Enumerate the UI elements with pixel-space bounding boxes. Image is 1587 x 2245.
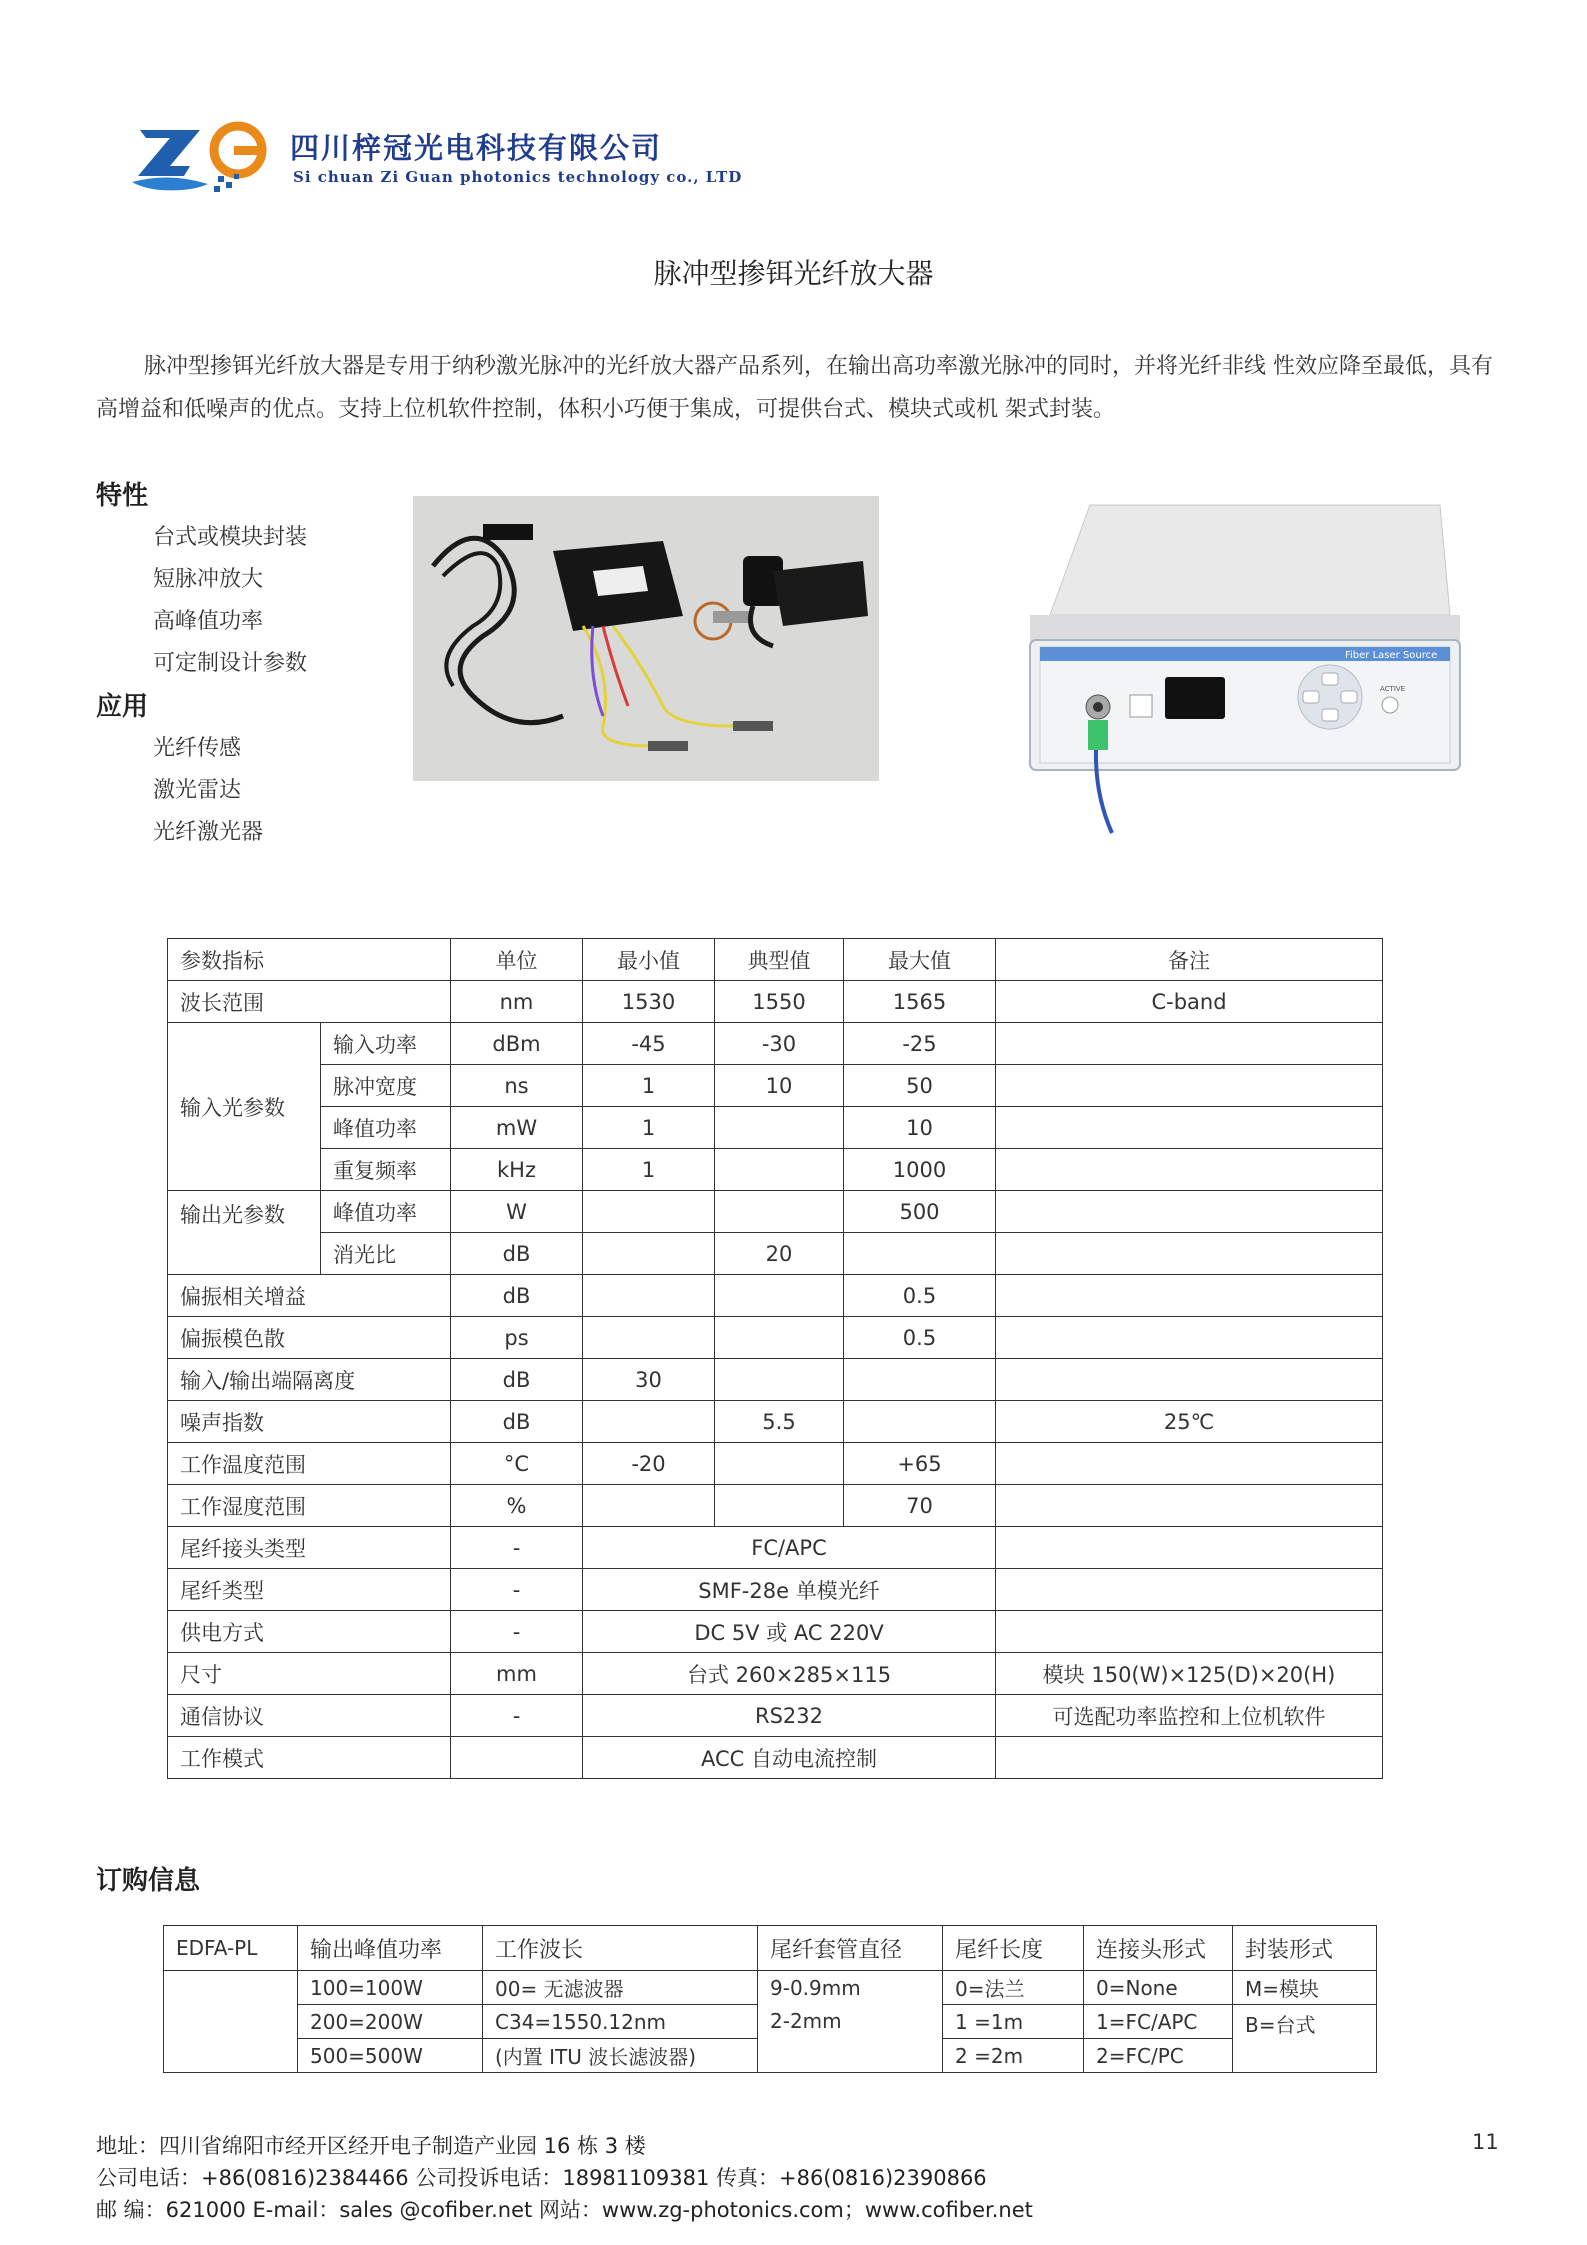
order-option: 100=100W (298, 1971, 483, 2005)
param-unit: kHz (451, 1149, 583, 1191)
param-min: 1 (583, 1149, 715, 1191)
param-unit: dBm (451, 1023, 583, 1065)
param-value: SMF-28e 单模光纤 (583, 1569, 996, 1611)
param-unit (451, 1737, 583, 1779)
param-note (996, 1149, 1383, 1191)
table-row (168, 1737, 1383, 1779)
param-max (844, 1401, 996, 1443)
spec-table (167, 938, 1383, 1779)
param-name: 工作温度范围 (168, 1443, 451, 1485)
param-max: -25 (844, 1023, 996, 1065)
param-note: 可选配功率监控和上位机软件 (996, 1695, 1383, 1737)
order-header-cell: 连接头形式 (1084, 1926, 1233, 1971)
param-unit: dB (451, 1359, 583, 1401)
param-value: DC 5V 或 AC 220V (583, 1611, 996, 1653)
order-option: 0=None (1084, 1971, 1233, 2005)
intro-paragraph: 脉冲型掺铒光纤放大器是专用于纳秒激光脉冲的光纤放大器产品系列，在输出高功率激光脉冲的同时，并将光纤非线 性效应降至最低，具有高增益和低噪声的优点。支持上位机软件控制，体积小巧便于集成，可提供台式、模块式或机 架式封装。 (96, 354, 1493, 422)
table-row (168, 1359, 1383, 1401)
ordering-header-row (164, 1926, 1377, 1971)
application-item: 激光雷达 (153, 778, 242, 803)
param-note: C-band (996, 981, 1383, 1023)
benchtop-product-photo (1000, 495, 1470, 835)
spec-header-cell: 单位 (451, 939, 583, 981)
param-name: 尺寸 (168, 1653, 451, 1695)
param-note (996, 1023, 1383, 1065)
param-max (844, 1359, 996, 1401)
spec-header-cell: 最小值 (583, 939, 715, 981)
param-note (996, 1317, 1383, 1359)
feature-item: 高峰值功率 (153, 609, 264, 634)
param-unit: nm (451, 981, 583, 1023)
param-min (583, 1191, 715, 1233)
company-name-en: Si chuan Zi Guan photonics technology co., LTD (293, 168, 743, 186)
feature-item: 台式或模块封装 (153, 525, 308, 550)
footer-address: 地址：四川省绵阳市经开区经开电子制造产业园 16 栋 3 楼 (96, 2134, 646, 2158)
order-option: 500=500W (298, 2039, 483, 2073)
param-value: FC/APC (583, 1527, 996, 1569)
param-typ: 10 (715, 1065, 844, 1107)
table-row (168, 1695, 1383, 1737)
param-unit: °C (451, 1443, 583, 1485)
order-header-cell: 尾纤套管直径 (758, 1926, 943, 1971)
param-note (996, 1233, 1383, 1275)
order-header-cell: 工作波长 (483, 1926, 758, 1971)
param-typ (715, 1485, 844, 1527)
table-row (168, 1401, 1383, 1443)
table-row (168, 1107, 1383, 1149)
table-row (168, 1275, 1383, 1317)
param-max: 1565 (844, 981, 996, 1023)
param-unit: - (451, 1695, 583, 1737)
spec-merged-rows (168, 1527, 1383, 1779)
param-min: 1 (583, 1065, 715, 1107)
module-product-photo (413, 496, 879, 781)
param-min: 1530 (583, 981, 715, 1023)
param-note (996, 1107, 1383, 1149)
param-max: 1000 (844, 1149, 996, 1191)
param-note (996, 1443, 1383, 1485)
param-unit: ns (451, 1065, 583, 1107)
param-typ (715, 1149, 844, 1191)
table-row (168, 981, 1383, 1023)
table-row (168, 1191, 1383, 1233)
order-header-cell: EDFA-PL (164, 1926, 298, 1971)
order-option: 0=法兰 (943, 1971, 1084, 2005)
spec-header-cell: 最大值 (844, 939, 996, 981)
param-name: 峰值功率 (321, 1107, 451, 1149)
param-note: 25℃ (996, 1401, 1383, 1443)
order-header-cell: 输出峰值功率 (298, 1926, 483, 1971)
param-min (583, 1233, 715, 1275)
application-item: 光纤传感 (153, 736, 242, 761)
param-unit: dB (451, 1275, 583, 1317)
param-value: RS232 (583, 1695, 996, 1737)
panel-brand-text: Fiber Laser Source (1345, 650, 1438, 661)
param-typ: 5.5 (715, 1401, 844, 1443)
param-unit: - (451, 1611, 583, 1653)
param-typ (715, 1317, 844, 1359)
order-option: 1 =1m (943, 2005, 1084, 2039)
page-number: 11 (1472, 2130, 1499, 2154)
param-typ (715, 1107, 844, 1149)
param-max: 50 (844, 1065, 996, 1107)
param-min (583, 1401, 715, 1443)
param-min: 30 (583, 1359, 715, 1401)
param-name: 脉冲宽度 (321, 1065, 451, 1107)
footer-postal: 邮 编：621000 E-mail：sales @cofiber.net 网站：www.zg-photonics.com；www.cofiber.net (96, 2198, 1033, 2222)
param-name: 尾纤类型 (168, 1569, 451, 1611)
param-note (996, 1191, 1383, 1233)
order-option: 00= 无滤波器 (483, 1971, 758, 2005)
order-option: B=台式 (1233, 2005, 1377, 2073)
param-name: 偏振模色散 (168, 1317, 451, 1359)
param-value: ACC 自动电流控制 (583, 1737, 996, 1779)
param-name: 输入功率 (321, 1023, 451, 1065)
param-note (996, 1569, 1383, 1611)
param-note (996, 1611, 1383, 1653)
param-unit: - (451, 1527, 583, 1569)
order-header-cell: 尾纤长度 (943, 1926, 1084, 1971)
spec-header-row (168, 939, 1383, 981)
spec-header-cell: 备注 (996, 939, 1383, 981)
order-option: 2=FC/PC (1084, 2039, 1233, 2073)
param-min: -45 (583, 1023, 715, 1065)
param-unit: dB (451, 1233, 583, 1275)
param-name: 工作湿度范围 (168, 1485, 451, 1527)
param-note (996, 1485, 1383, 1527)
param-name: 消光比 (321, 1233, 451, 1275)
order-model-cell (164, 1971, 298, 2073)
param-unit: dB (451, 1401, 583, 1443)
table-row (168, 1485, 1383, 1527)
page-title: 脉冲型掺铒光纤放大器 (653, 257, 934, 290)
param-typ: -30 (715, 1023, 844, 1065)
param-max (844, 1233, 996, 1275)
param-note (996, 1527, 1383, 1569)
company-name-cn: 四川梓冠光电科技有限公司 (290, 131, 663, 165)
order-option: 9-0.9mm (758, 1971, 943, 2005)
features-heading: 特性 (96, 481, 149, 511)
param-max: 0.5 (844, 1317, 996, 1359)
input-group-label: 输入光参数 (168, 1023, 321, 1191)
table-row (168, 1443, 1383, 1485)
param-typ: 1550 (715, 981, 844, 1023)
table-row (168, 1023, 1383, 1065)
param-value: 台式 260×285×115 (583, 1653, 996, 1695)
param-name: 尾纤接头类型 (168, 1527, 451, 1569)
param-typ (715, 1191, 844, 1233)
param-note: 模块 150(W)×125(D)×20(H) (996, 1653, 1383, 1695)
spec-header-cell: 典型值 (715, 939, 844, 981)
param-max: 0.5 (844, 1275, 996, 1317)
spec-simple-rows (168, 1275, 1383, 1527)
order-option: 2-2mm (758, 2005, 943, 2073)
order-option: M=模块 (1233, 1971, 1377, 2005)
param-note (996, 1737, 1383, 1779)
param-name: 通信协议 (168, 1695, 451, 1737)
param-name: 噪声指数 (168, 1401, 451, 1443)
ordering-table (163, 1925, 1377, 2073)
param-max: +65 (844, 1443, 996, 1485)
param-unit: mm (451, 1653, 583, 1695)
param-name: 供电方式 (168, 1611, 451, 1653)
param-unit: - (451, 1569, 583, 1611)
param-name: 重复频率 (321, 1149, 451, 1191)
param-name: 波长范围 (168, 981, 451, 1023)
param-max: 10 (844, 1107, 996, 1149)
panel-active-label: ACTIVE (1380, 685, 1406, 693)
output-group-label: 输出光参数 (168, 1191, 321, 1275)
order-option: C34=1550.12nm (483, 2005, 758, 2039)
order-option: (内置 ITU 波长滤波器) (483, 2039, 758, 2073)
param-unit: W (451, 1191, 583, 1233)
param-min: -20 (583, 1443, 715, 1485)
param-max: 70 (844, 1485, 996, 1527)
table-row (168, 1527, 1383, 1569)
order-option: 1=FC/APC (1084, 2005, 1233, 2039)
param-unit: mW (451, 1107, 583, 1149)
table-row (168, 1065, 1383, 1107)
param-unit: ps (451, 1317, 583, 1359)
param-min: 1 (583, 1107, 715, 1149)
param-unit: % (451, 1485, 583, 1527)
feature-item: 可定制设计参数 (153, 651, 308, 676)
order-header-cell: 封装形式 (1233, 1926, 1377, 1971)
param-note (996, 1065, 1383, 1107)
table-row (164, 1971, 1377, 2005)
table-row (168, 1611, 1383, 1653)
table-row (168, 1233, 1383, 1275)
order-option: 2 =2m (943, 2039, 1084, 2073)
param-name: 工作模式 (168, 1737, 451, 1779)
param-typ: 20 (715, 1233, 844, 1275)
param-name: 偏振相关增益 (168, 1275, 451, 1317)
table-row (168, 1569, 1383, 1611)
param-typ (715, 1443, 844, 1485)
param-min (583, 1317, 715, 1359)
param-name: 输入/输出端隔离度 (168, 1359, 451, 1401)
feature-item: 短脉冲放大 (153, 567, 264, 592)
param-typ (715, 1275, 844, 1317)
ordering-heading: 订购信息 (96, 1866, 201, 1896)
param-max: 500 (844, 1191, 996, 1233)
param-min (583, 1275, 715, 1317)
param-min (583, 1485, 715, 1527)
table-row (164, 2005, 1377, 2039)
table-row (168, 1149, 1383, 1191)
table-row (168, 1317, 1383, 1359)
applications-heading: 应用 (96, 692, 149, 722)
table-row (168, 1653, 1383, 1695)
param-note (996, 1359, 1383, 1401)
param-typ (715, 1359, 844, 1401)
param-name: 峰值功率 (321, 1191, 451, 1233)
application-item: 光纤激光器 (153, 820, 264, 845)
spec-header-cell: 参数指标 (168, 939, 451, 981)
param-note (996, 1275, 1383, 1317)
company-logo (130, 118, 280, 198)
order-option: 200=200W (298, 2005, 483, 2039)
footer-phone: 公司电话：+86(0816)2384466 公司投诉电话：18981109381 传真：+86(0816)2390866 (96, 2166, 987, 2190)
